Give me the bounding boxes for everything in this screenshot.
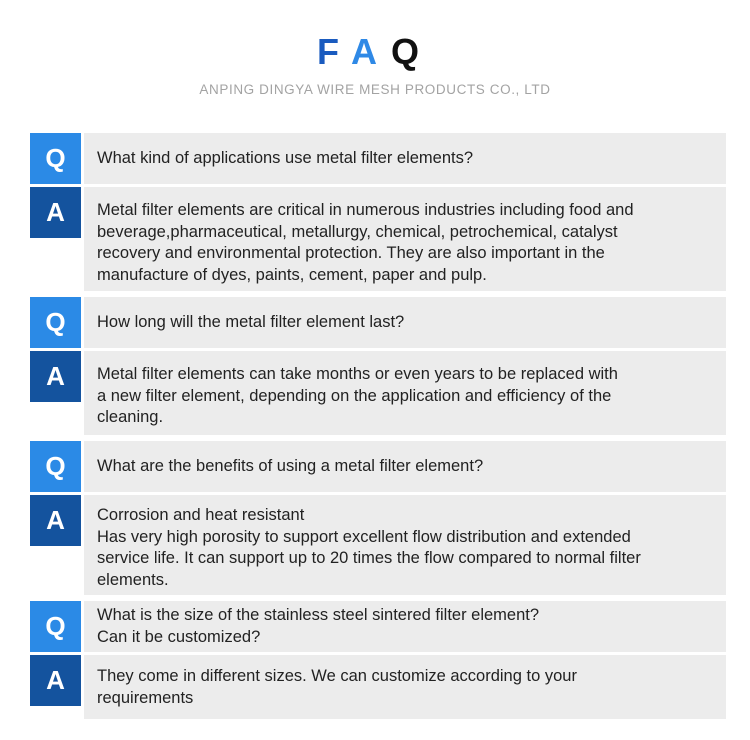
faq-question-row — [30, 601, 726, 652]
question-text: How long will the metal filter element last? — [97, 312, 405, 331]
question-text: What is the size of the stainless steel sintered filter element? — [97, 606, 540, 624]
question-box — [84, 441, 726, 492]
answer-box — [84, 495, 726, 595]
answer-badge: A — [30, 187, 81, 238]
answer-badge: A — [30, 495, 81, 546]
question-badge: Q — [30, 297, 81, 348]
question-text: What kind of applications use metal filter elements? — [97, 148, 474, 167]
answer-line: elements. — [97, 570, 169, 589]
answer-line: Has very high porosity to support excellent flow distribution and extended — [97, 527, 631, 546]
title-letter-f: F — [316, 31, 351, 72]
answer-line: They come in different sizes. We can customize according to your — [97, 667, 577, 685]
question-box — [84, 601, 726, 652]
faq-question-row — [30, 441, 726, 492]
question-text: What are the benefits of using a metal filter element? — [97, 456, 484, 475]
answer-line: service life. It can support up to 20 times the flow compared to normal filter — [97, 549, 641, 567]
answer-line: recovery and environmental protection. They are also important in the — [97, 244, 605, 262]
answer-line: beverage,pharmaceutical, metallurgy, chemical, petrochemical, catalyst — [97, 222, 618, 241]
question-box — [84, 133, 726, 184]
faq-answer-row — [30, 187, 726, 291]
question-badge: Q — [30, 133, 81, 184]
title-letter-a: A — [351, 31, 391, 72]
question-box — [84, 297, 726, 348]
answer-line: a new filter element, depending on the application and efficiency of the — [97, 386, 612, 405]
answer-line: Metal filter elements can take months or even years to be replaced with — [97, 365, 618, 383]
answer-line: requirements — [97, 688, 194, 707]
faq-answer-row — [30, 351, 726, 435]
answer-line: manufacture of dyes, paints, cement, paper and pulp. — [97, 265, 487, 284]
answer-box — [84, 187, 726, 291]
faq-answer-row — [30, 655, 726, 719]
answer-badge: A — [30, 655, 81, 706]
question-badge: Q — [30, 601, 81, 652]
answer-box — [84, 351, 726, 435]
answer-line: Metal filter elements are critical in numerous industries including food and — [97, 201, 634, 219]
question-text: Can it be customized? — [97, 627, 261, 646]
faq-question-row — [30, 297, 726, 348]
answer-line: cleaning. — [97, 408, 164, 426]
faq-question-row — [30, 133, 726, 184]
answer-line: Corrosion and heat resistant — [97, 506, 305, 524]
answer-badge: A — [30, 351, 81, 402]
page-title — [0, 30, 750, 74]
faq-answer-row — [30, 495, 726, 595]
question-badge: Q — [30, 441, 81, 492]
answer-box — [84, 655, 726, 719]
company-subtitle: ANPING DINGYA WIRE MESH PRODUCTS CO., LTD — [199, 82, 551, 97]
title-letter-q: Q — [391, 31, 434, 72]
